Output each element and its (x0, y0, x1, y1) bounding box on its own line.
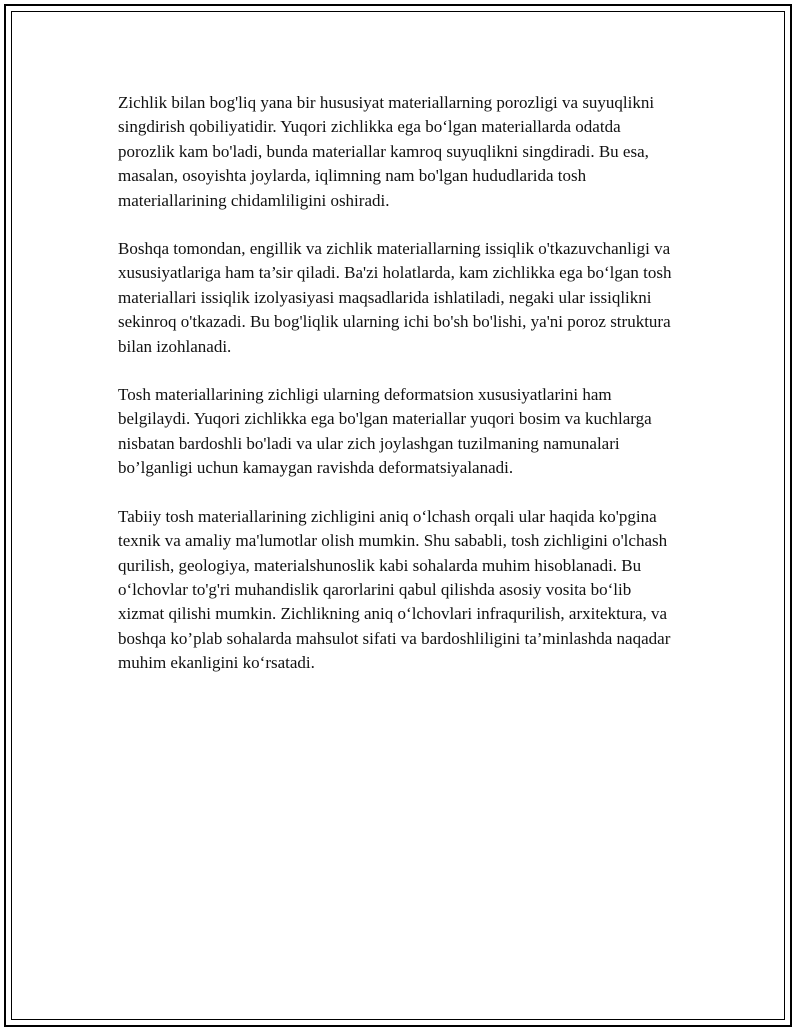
paragraph-porosity: Zichlik bilan bog'liq yana bir hususiyat materiallarning porozligi va suyuqlikni singdirish qobiliyatidir. Yuqori zichlikka ega bo‘lgan materiallarda odatda porozlik kam bo'ladi, bunda materiallar kamroq suyuqlikni singdiradi. Bu esa, masalan, osoyishta joylarda, iqlimning nam bo'lgan hududlarida tosh materiallarining chidamliligini oshiradi. (118, 93, 655, 210)
paragraph-deformation: Tosh materiallarining zichligi ularning deformatsion xususiyatlarini ham belgilaydi. Yuqori zichlikka ega bo'lgan materiallar yuqori bosim va kuchlarga nisbatan bardoshli bo'ladi va ular zich joylashgan tuzilmaning namunalari bo’lganligi uchun kamaygan ravishda deformatsiyalanadi. (118, 385, 652, 478)
paragraph-thermal-conductivity: Boshqa tomondan, engillik va zichlik materiallarning issiqlik o'tkazuvchanligi va xususiyatlariga ham ta’sir qiladi. Ba'zi holatlarda, kam zichlikka ega bo‘lgan tosh materiallari issiqlik izolyasiyasi maqsadlarida ishlatiladi, negaki ular issiqlikni sekinroq o'tkazadi. Bu bog'liqlik ularning ichi bo'sh bo'lishi, ya'ni poroz struktura bilan izohlanadi. (118, 239, 672, 356)
document-page (4, 4, 792, 1027)
paragraph-measurement: Tabiiy tosh materiallarining zichligini aniq o‘lchash orqali ular haqida ko'pgina texnik va amaliy ma'lumotlar olish mumkin. Shu sababli, tosh zichligini o'lchash qurilish, geologiya, materialshunoslik kabi sohalarda muhim hisoblanadi. Bu o‘lchovlar to'g'ri muhandislik qarorlarini qabul qilishda asosiy vosita bo‘lib xizmat qilishi mumkin. Zichlikning aniq o‘lchovlari infraqurilish, arxitektura, va boshqa ko’plab sohalarda mahsulot sifati va bardoshliligini ta’minlashda naqadar muhim ekanligini ko‘rsatadi. (118, 506, 671, 673)
document-body (118, 91, 678, 700)
